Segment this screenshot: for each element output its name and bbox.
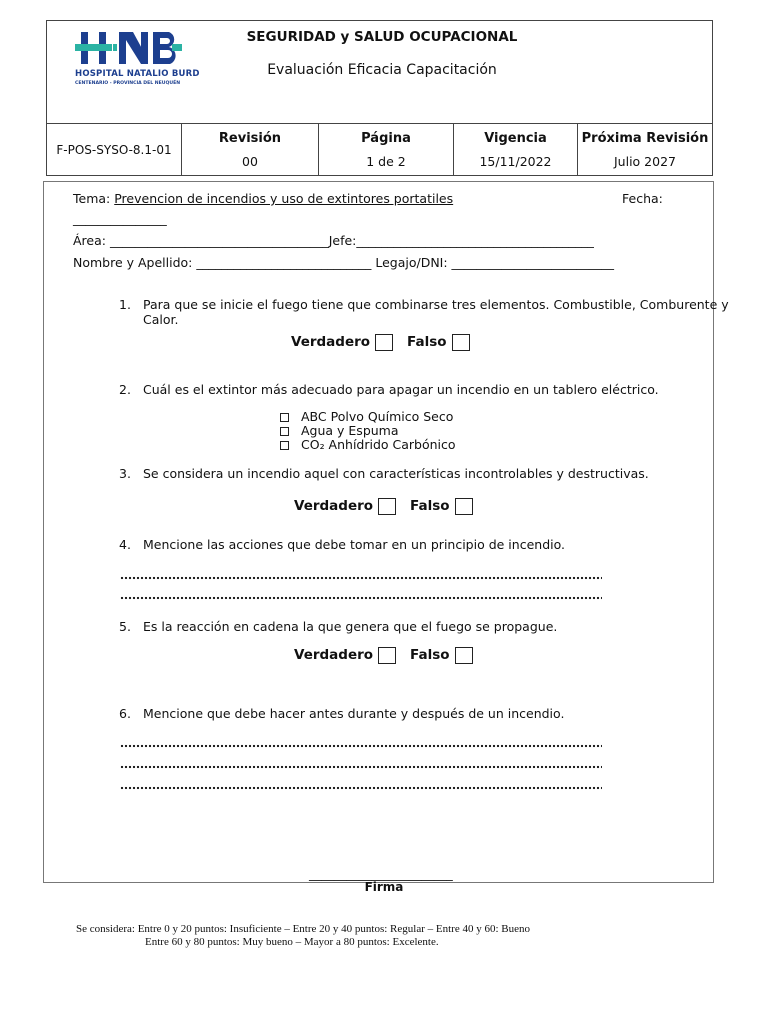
question-3-number: 3.: [119, 466, 131, 481]
true-label: Verdadero: [291, 334, 371, 350]
answer-line-4a[interactable]: [120, 576, 602, 580]
option-label: Agua y Espuma: [301, 423, 399, 438]
question-1-line-2: Calor.: [143, 312, 179, 327]
option-checkbox[interactable]: [280, 427, 289, 436]
document-title: SEGURIDAD y SALUD OCUPACIONAL: [246, 29, 518, 45]
logo-mark-icon: [75, 29, 187, 67]
question-4-text: Mencione las acciones que debe tomar en un principio de incendio.: [143, 537, 565, 552]
false-label: Falso: [410, 647, 450, 663]
tema-row: [73, 191, 633, 206]
question-6-text: Mencione que debe hacer antes durante y después de un incendio.: [143, 706, 565, 721]
area-jefe-field[interactable]: Área: ___________________________________Jefe:______________________________________: [73, 233, 594, 248]
page-cell: [319, 124, 454, 175]
question-5-answer: [294, 647, 473, 664]
page-label: Página: [361, 130, 411, 146]
option-co2[interactable]: [280, 438, 456, 452]
next-revision-value: Julio 2027: [614, 153, 676, 169]
nombre-legajo-field[interactable]: Nombre y Apellido: ____________________________ Legajo/DNI: __________________________: [73, 255, 615, 270]
doc-code-cell: [47, 124, 182, 175]
question-1-text: [143, 297, 729, 327]
question-3-answer: [294, 498, 473, 515]
option-label: CO₂ Anhídrido Carbónico: [301, 437, 456, 452]
evaluation-body-box: [43, 181, 729, 883]
question-5-text: Es la reacción en cadena la que genera que el fuego se propague.: [143, 619, 558, 634]
tema-value: Prevencion de incendios y uso de extintores portatiles: [114, 191, 454, 206]
document-subtitle: Evaluación Eficacia Capacitación: [267, 62, 497, 78]
false-label: Falso: [407, 334, 447, 350]
validity-value: 15/11/2022: [479, 153, 552, 169]
logo-name: HOSPITAL NATALIO BURD: [75, 69, 200, 79]
option-label: ABC Polvo Químico Seco: [301, 409, 454, 424]
true-checkbox[interactable]: [378, 498, 396, 515]
fecha-label: Fecha:: [622, 191, 663, 206]
revision-label: Revisión: [218, 130, 282, 146]
question-4-number: 4.: [119, 537, 131, 552]
page-value: 1 de 2: [366, 153, 406, 169]
answer-line-6c[interactable]: [120, 786, 602, 790]
question-5-number: 5.: [119, 619, 131, 634]
option-checkbox[interactable]: [280, 441, 289, 450]
false-checkbox[interactable]: [455, 498, 473, 515]
false-checkbox[interactable]: [455, 647, 473, 664]
answer-line-6b[interactable]: [120, 765, 602, 769]
document-meta-row: [46, 124, 713, 176]
fecha-field[interactable]: _______________: [73, 211, 167, 226]
question-1-number: 1.: [119, 297, 131, 312]
validity-cell: [454, 124, 578, 175]
false-label: Falso: [410, 498, 450, 514]
hospital-logo: [75, 29, 200, 91]
scoring-note-2: Entre 60 y 80 puntos: Muy bueno – Mayor a 80 puntos: Excelente.: [145, 936, 439, 948]
signature-line[interactable]: _______________________: [309, 866, 453, 881]
option-abc[interactable]: [280, 410, 456, 424]
question-1-answer: [291, 334, 470, 351]
revision-value: 00: [242, 153, 258, 169]
question-1-line-1: Para que se inicie el fuego tiene que combinarse tres elementos. Combustible, Comburente y: [143, 297, 729, 312]
answer-line-6a[interactable]: [120, 744, 602, 748]
header-box: [46, 20, 713, 124]
option-agua[interactable]: [280, 424, 456, 438]
true-label: Verdadero: [294, 498, 374, 514]
signature-label: Firma: [364, 880, 404, 894]
tema-label: Tema:: [73, 191, 111, 206]
next-revision-cell: [578, 124, 712, 175]
logo-location: CENTENARIO - PROVINCIA DEL NEUQUÉN: [75, 81, 181, 86]
true-label: Verdadero: [294, 647, 374, 663]
next-revision-label: Próxima Revisión: [581, 130, 709, 146]
answer-line-4b[interactable]: [120, 596, 602, 600]
true-checkbox[interactable]: [375, 334, 393, 351]
option-checkbox[interactable]: [280, 413, 289, 422]
question-6-number: 6.: [119, 706, 131, 721]
doc-code: F-POS-SYSO-8.1-01: [56, 142, 172, 157]
true-checkbox[interactable]: [378, 647, 396, 664]
question-2-text: Cuál es el extintor más adecuado para apagar un incendio en un tablero eléctrico.: [143, 382, 659, 397]
question-2-options: [280, 410, 456, 452]
false-checkbox[interactable]: [452, 334, 470, 351]
scoring-note-1: Se considera: Entre 0 y 20 puntos: Insuficiente – Entre 20 y 40 puntos: Regular – Entre 40 y 60: Bueno: [76, 923, 530, 935]
revision-cell: [182, 124, 319, 175]
validity-label: Vigencia: [484, 130, 547, 146]
question-3-text: Se considera un incendio aquel con características incontrolables y destructivas.: [143, 466, 649, 481]
question-2-number: 2.: [119, 382, 131, 397]
